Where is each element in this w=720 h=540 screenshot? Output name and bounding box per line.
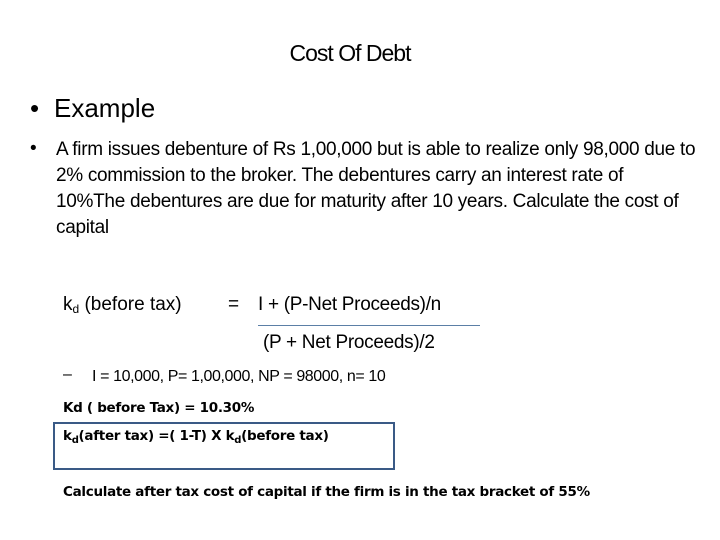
example-heading [30,93,155,124]
question-text: Calculate after tax cost of capital if the firm is in the tax bracket of 55% [63,484,590,500]
formula-k: k [63,294,73,315]
formula-denominator: (P + Net Proceeds)/2 [263,332,435,353]
kd-after-tax-formula [63,428,329,446]
problem-statement: A firm issues debenture of Rs 1,00,000 but is able to realize only 98,000 due to 2% commission to the broker. The debentures carry an interest rate of 10%The debentures are due for maturity after 10 years. Calculate the cost of capital [56,139,696,238]
formula-subscript: d [72,302,80,316]
formula-lhs-label: (before tax) [79,294,182,315]
given-values: I = 10,000, P= 1,00,000, NP = 98000, n= 10 [92,368,386,385]
kd-subscript: d [234,435,242,446]
kd-after-mid: (after tax) =( 1-T) X k [78,428,235,444]
bullet-marker: • [30,93,40,123]
bullet-marker: • [30,138,37,159]
kd-subscript: d [71,435,79,446]
formula-lhs [63,294,182,316]
example-heading-text: Example [54,93,156,123]
kd-after-end: (before tax) [241,428,329,444]
kd-k: k [63,428,72,444]
given-dash: – [63,366,72,383]
slide-title: Cost Of Debt [289,40,411,66]
formula-equals: = [228,294,240,315]
formula-numerator: I + (P-Net Proceeds)/n [258,294,441,315]
fraction-line [258,325,480,326]
kd-before-tax-result: Kd ( before Tax) = 10.30% [63,400,255,416]
